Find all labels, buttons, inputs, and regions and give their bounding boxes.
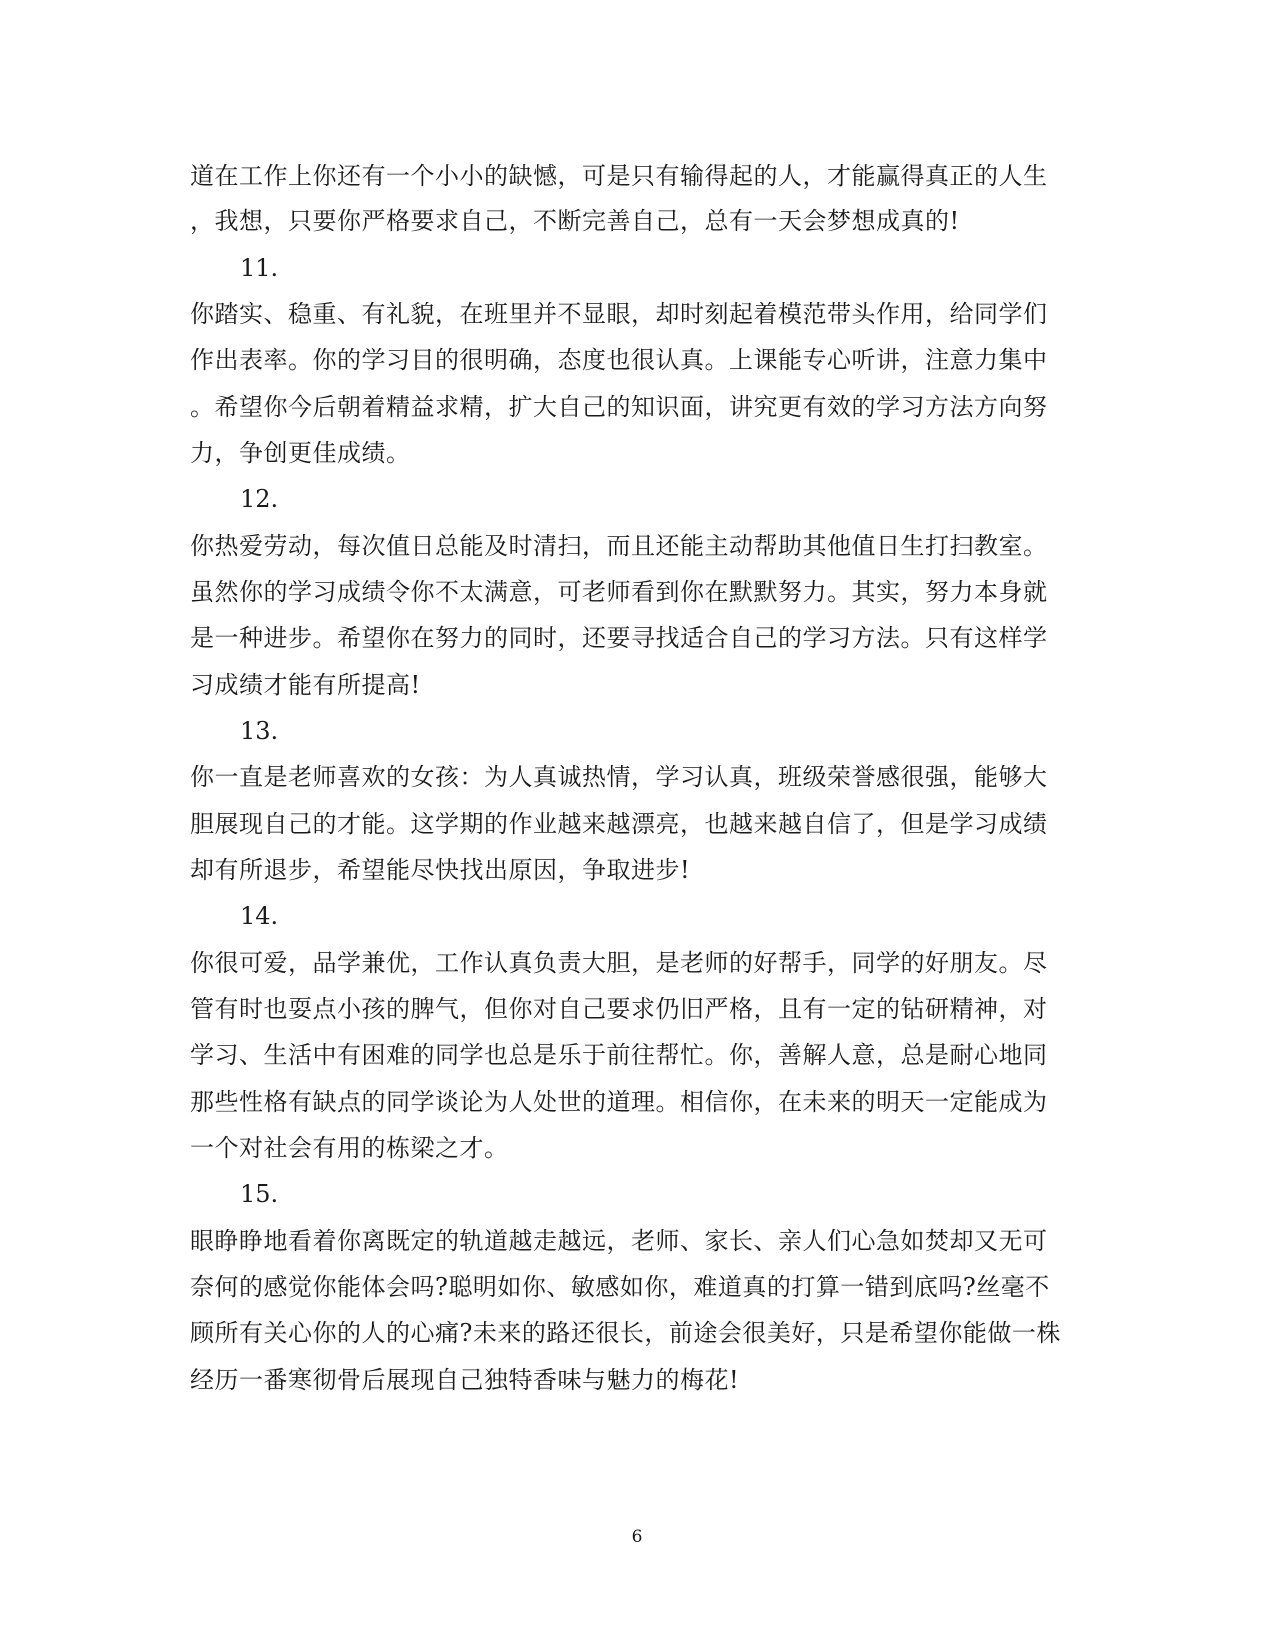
body-text-line: ，我想，只要你严格要求自己，不断完善自己，总有一天会梦想成真的!: [190, 207, 960, 235]
body-text-line: 你一直是老师喜欢的女孩：为人真诚热情，学习认真，班级荣誉感很强，能够大: [190, 763, 1048, 791]
body-text-line: 学习、生活中有困难的同学也总是乐于前往帮忙。你，善解人意，总是耐心地同: [190, 1041, 1048, 1069]
body-text-line: 胆展现自己的才能。这学期的作业越来越漂亮，也越来越自信了，但是学习成绩: [190, 810, 1048, 838]
body-text-line: 眼睁睁地看着你离既定的轨道越走越远，老师、家长、亲人们心急如焚却又无可: [190, 1227, 1048, 1255]
body-text-line: 。希望你今后朝着精益求精，扩大自己的知识面，讲究更有效的学习方法方向努: [190, 393, 1048, 421]
body-text-line: 力，争创更佳成绩。: [190, 439, 411, 467]
body-text-line: 却有所退步，希望能尽快找出原因，争取进步!: [190, 856, 691, 884]
body-text-line: 是一种进步。希望你在努力的同时，还要寻找适合自己的学习方法。只有这样学: [190, 624, 1048, 652]
body-text-line: 一个对社会有用的栋梁之才。: [190, 1134, 509, 1162]
body-text-line: 你很可爱，品学兼优，工作认真负责大胆，是老师的好帮手，同学的好朋友。尽: [190, 949, 1048, 977]
item-number-15: 15.: [240, 1180, 279, 1208]
body-text-line: 顾所有关心你的人的心痛?未来的路还很长，前途会很美好，只是希望你能做一株: [190, 1319, 1061, 1347]
item-number-14: 14.: [240, 902, 279, 930]
item-number-13: 13.: [240, 717, 279, 745]
item-number-12: 12.: [240, 485, 279, 513]
body-text-line: 虽然你的学习成绩令你不太满意，可老师看到你在默默努力。其实，努力本身就: [190, 578, 1048, 606]
body-text-line: 管有时也耍点小孩的脾气，但你对自己要求仍旧严格，且有一定的钻研精神，对: [190, 995, 1048, 1023]
body-text-line: 奈何的感觉你能体会吗?聪明如你、敏感如你，难道真的打算一错到底吗?丝毫不: [190, 1273, 1050, 1301]
body-text-line: 习成绩才能有所提高!: [190, 671, 421, 699]
body-text-line: 道在工作上你还有一个小小的缺憾，可是只有输得起的人，才能赢得真正的人生: [190, 162, 1048, 190]
page-number: 6: [631, 1527, 643, 1547]
body-text-line: 那些性格有缺点的同学谈论为人处世的道理。相信你，在未来的明天一定能成为: [190, 1088, 1048, 1116]
body-text-line: 经历一番寒彻骨后展现自己独特香味与魅力的梅花!: [190, 1366, 740, 1394]
body-text-line: 作出表率。你的学习目的很明确，态度也很认真。上课能专心听讲，注意力集中: [190, 346, 1048, 374]
body-text-line: 你热爱劳动，每次值日总能及时清扫，而且还能主动帮助其他值日生打扫教室。: [190, 532, 1048, 560]
item-number-11: 11.: [240, 254, 279, 282]
body-text-line: 你踏实、稳重、有礼貌，在班里并不显眼，却时刻起着模范带头作用，给同学们: [190, 300, 1048, 328]
